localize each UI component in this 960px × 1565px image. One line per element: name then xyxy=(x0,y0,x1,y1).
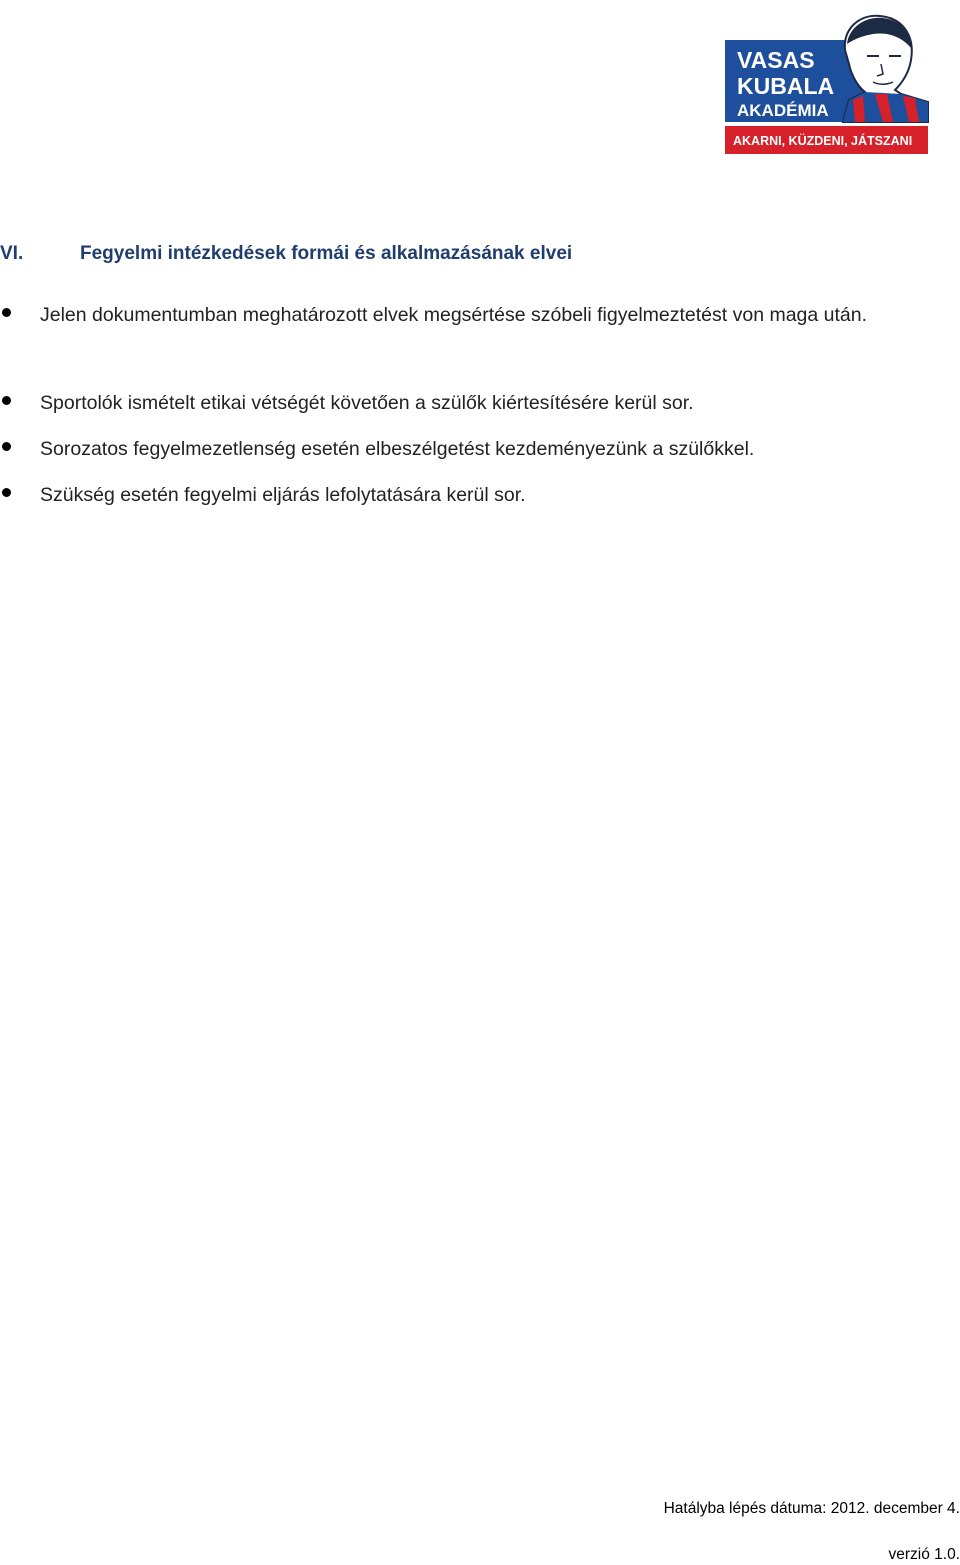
bullet-icon xyxy=(2,488,11,497)
list-item xyxy=(0,384,960,430)
logo-line-kubala: KUBALA xyxy=(737,73,835,99)
bullet-icon xyxy=(2,442,11,451)
logo-tagline: AKARNI, KÜZDENI, JÁTSZANI xyxy=(733,134,913,148)
discipline-rules-list xyxy=(0,296,960,522)
logo-line-vasas: VASAS xyxy=(737,47,815,73)
bullet-icon xyxy=(2,308,11,317)
list-item xyxy=(0,430,960,476)
list-item-text: Szükség esetén fegyelmi eljárás lefolytatására kerül sor. xyxy=(40,484,526,506)
section-number: VI. xyxy=(0,243,24,264)
list-item xyxy=(0,476,960,522)
logo-line-akademia: AKADÉMIA xyxy=(737,101,829,120)
list-item xyxy=(0,296,960,384)
list-item-text: Sportolók ismételt etikai vétségét követően a szülők kiértesítésére kerül sor. xyxy=(40,392,694,414)
list-item-text: Jelen dokumentumban meghatározott elvek megsértése szóbeli figyelmeztetést von maga után. xyxy=(40,304,868,326)
section-heading xyxy=(0,243,572,265)
bullet-icon xyxy=(2,396,11,405)
player-portrait-icon xyxy=(843,16,928,122)
section-title: Fegyelmi intézkedések formái és alkalmazásának elvei xyxy=(80,243,573,264)
version-label: verzió 1.0. xyxy=(888,1546,960,1563)
effective-date: Hatályba lépés dátuma: 2012. december 4. xyxy=(663,1500,960,1517)
vasas-kubala-akademia-logo xyxy=(725,10,930,155)
list-item-text: Sorozatos fegyelmezetlenség esetén elbeszélgetést kezdeményezünk a szülőkkel. xyxy=(40,438,755,460)
